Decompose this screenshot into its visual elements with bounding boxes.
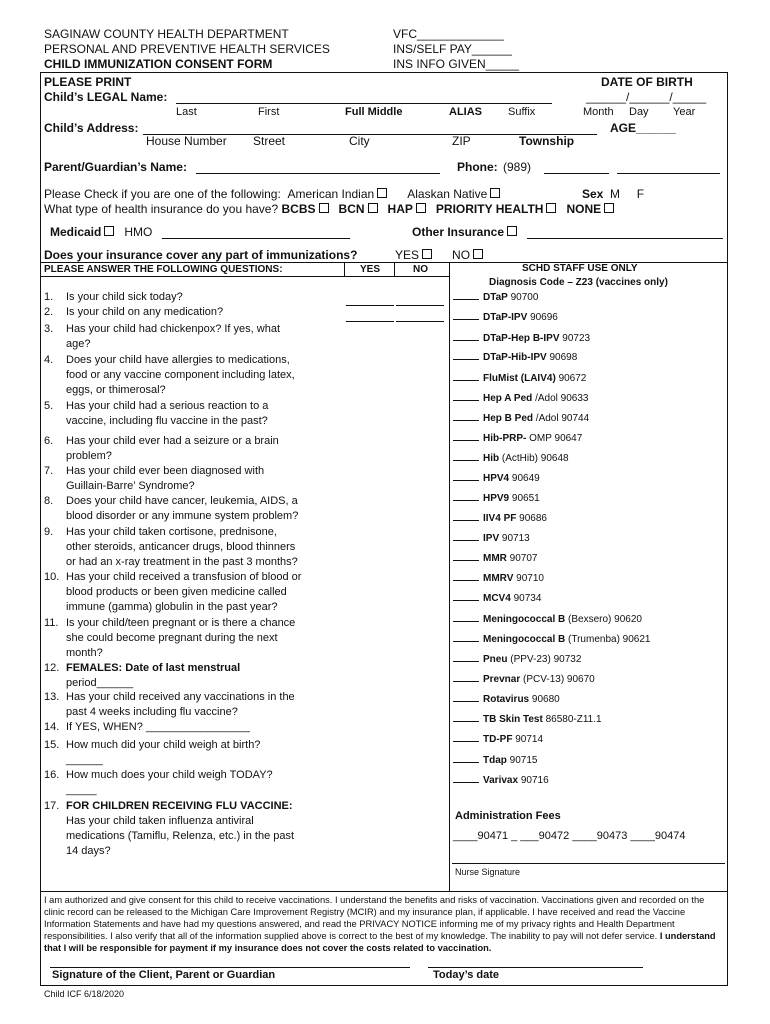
vaccine-code: 86580-Z11.1 (545, 714, 602, 725)
phone-field-a[interactable] (544, 173, 609, 174)
vaccine-row[interactable] (453, 753, 537, 766)
bcn-checkbox[interactable] (368, 203, 378, 213)
vaccine-check-blank[interactable] (453, 451, 479, 461)
vaccine-name: Hib-PRP- (483, 433, 527, 444)
question-17 (44, 799, 294, 859)
vaccine-name: Tdap (483, 755, 507, 766)
vaccine-name: IIV4 PF (483, 513, 517, 524)
priority-health-checkbox[interactable] (546, 203, 556, 213)
question-number: 13. (44, 691, 60, 703)
nurse-signature-label: Nurse Signature (455, 867, 521, 877)
vaccine-name: Meningococcal B (483, 634, 566, 645)
age-label: AGE______ (610, 121, 677, 135)
question-number: 9. (44, 526, 54, 538)
vaccine-check-blank[interactable] (453, 551, 479, 561)
vaccine-check-blank[interactable] (453, 331, 479, 341)
vaccine-code: (Trumenba) 90621 (568, 634, 651, 645)
consent-top-line (40, 891, 728, 892)
vaccine-code: (Bexsero) 90620 (568, 614, 642, 625)
vaccine-row[interactable] (453, 692, 560, 705)
vaccine-name: Rotavirus (483, 694, 530, 705)
vaccine-check-blank[interactable] (453, 431, 479, 441)
vaccine-name: MMRV (483, 573, 514, 584)
question-line: Is your child sick today? (66, 291, 183, 303)
vaccine-check-blank[interactable] (453, 632, 479, 642)
answer-yes-line[interactable] (346, 305, 394, 306)
admin-title: Administration Fees (455, 810, 561, 822)
vaccine-name: Varivax (483, 775, 519, 786)
vaccine-name: DTaP-Hep B-IPV (483, 333, 560, 344)
question-line: age? (66, 338, 91, 350)
vaccine-row[interactable] (453, 531, 530, 544)
question-line: Has your child ever had a seizure or a brain (66, 435, 279, 447)
month-label: Month (583, 106, 614, 118)
question-line: Has your child had a serious reaction to a (66, 400, 269, 412)
vaccine-row[interactable] (453, 491, 540, 504)
other-insurance-field[interactable] (527, 238, 723, 239)
vaccine-row[interactable] (453, 632, 650, 645)
vaccine-code: 90696 (530, 312, 558, 323)
phone-field-b[interactable] (617, 173, 720, 174)
vaccine-row[interactable] (453, 571, 544, 584)
vaccine-row[interactable] (453, 591, 541, 604)
legal-name-field[interactable] (176, 103, 552, 104)
vaccine-name: TD-PF (483, 734, 513, 745)
city-label: City (349, 134, 370, 148)
question-number: 7. (44, 465, 54, 477)
dob-field[interactable]: ______/______/_____ (586, 90, 707, 104)
vaccine-code: 90710 (516, 573, 544, 584)
frame-left (40, 72, 41, 986)
vaccine-name: HPV9 (483, 493, 510, 504)
vaccine-row[interactable] (453, 371, 586, 384)
first-label: First (258, 106, 280, 118)
vaccine-code: 90649 (511, 473, 540, 484)
vaccine-code: 90707 (509, 553, 538, 564)
vaccine-row[interactable] (453, 712, 602, 725)
vaccine-code: 90680 (531, 694, 560, 705)
vaccine-name: IPV (483, 533, 500, 544)
vaccine-code: 90700 (510, 292, 539, 303)
vaccine-row[interactable] (453, 551, 537, 564)
vaccine-check-blank[interactable] (453, 290, 479, 300)
question-line: food or any vaccine component including latex, (66, 369, 295, 381)
question-line: blood disorder or any immune system problem? (66, 510, 299, 522)
vaccine-name: MCV4 (483, 593, 511, 604)
today-date-label: Today’s date (433, 969, 500, 981)
question-number: 10. (44, 571, 60, 583)
today-date-line[interactable] (428, 967, 643, 968)
question-line: other steroids, anticancer drugs, blood thinners (66, 541, 296, 553)
admin-code-90471: 90471 (477, 830, 509, 842)
admin-code-90474: 90474 (654, 830, 686, 842)
dob-label: DATE OF BIRTH (601, 75, 693, 89)
question-number: 2. (44, 306, 54, 318)
vaccine-check-blank[interactable] (453, 371, 479, 381)
question-6 (44, 434, 279, 464)
parent-label: Parent/Guardian’s Name: (44, 160, 187, 174)
questions-title: PLEASE ANSWER THE FOLLOWING QUESTIONS: (44, 264, 283, 275)
question-line: Has your child received a transfusion of blood or (66, 571, 302, 583)
full-middle-label: Full Middle (345, 106, 403, 118)
question-12 (44, 661, 240, 691)
cover-yes-checkbox[interactable] (422, 249, 432, 259)
vaccine-code: (PPV-23) 90732 (510, 654, 582, 665)
township-label: Township (519, 134, 575, 148)
vaccine-row[interactable] (453, 350, 577, 363)
vaccine-name: Prevnar (483, 674, 521, 685)
question-line: Has your child taken influenza antiviral (66, 815, 254, 827)
vaccine-code: 90698 (549, 352, 578, 363)
question-number: 17. (44, 800, 60, 812)
cover-question: Does your insurance cover any part of immunizations? (44, 248, 358, 262)
day-label: Day (629, 106, 649, 118)
vaccine-name: DTaP-IPV (483, 312, 528, 323)
vaccine-code: 90672 (558, 373, 587, 384)
vaccine-code: (ActHib) 90648 (501, 453, 569, 464)
question-line: problem? (66, 450, 112, 462)
form-id: Child ICF 6/18/2020 (44, 989, 125, 999)
vaccine-code: 90734 (513, 593, 542, 604)
question-16 (44, 768, 273, 798)
question-line: Does your child have cancer, leukemia, AIDS, a (66, 495, 298, 507)
alias-label: ALIAS (449, 106, 482, 118)
frame-bottom (40, 985, 728, 986)
question-yes-divider (344, 262, 345, 276)
no-column-header: NO (413, 264, 428, 275)
staff-title: SCHD STAFF USE ONLY (522, 263, 638, 274)
question-line: ______ (66, 754, 103, 766)
medicaid-row: Medicaid HMO (50, 225, 153, 239)
question-9 (44, 525, 298, 570)
vaccine-check-blank[interactable] (453, 753, 479, 763)
vaccine-code: 90686 (519, 513, 547, 524)
vaccine-name: Hep A Ped (483, 393, 533, 404)
address-label: Child’s Address: (44, 121, 139, 135)
vaccine-check-blank[interactable] (453, 411, 479, 421)
hmo-field[interactable] (162, 238, 350, 239)
header-rule (40, 276, 449, 277)
sex-field[interactable]: Sex M F (582, 187, 645, 201)
consent-text: I am authorized and give consent for this child to receive vaccinations. I understand the benefits and risks of vaccination. Vaccinations given and recorded on the clinic record can be released to the Michigan Care Improvement Registry (MCIR) and my insurance plan, if applicable. I have received and read the Vaccine Information Statements and have had my questions answered, and read the PRIVACY NOTICE informing me of my privacy rights and Health Department responsibilities. I also verify that all of the information supplied above is correct to the best of my knowledge. The inability to pay will not defer service. I understand that I will be responsible for payment if my insurance does not cover the costs related to vaccination. (44, 895, 716, 953)
year-label: Year (673, 106, 696, 118)
suffix-label: Suffix (508, 106, 536, 118)
vaccine-name: DTaP (483, 292, 508, 303)
question-line: Is your child on any medication? (66, 306, 224, 318)
vaccine-code: 90713 (501, 533, 530, 544)
vaccine-name: MMR (483, 553, 507, 564)
vaccine-check-blank[interactable] (453, 491, 479, 501)
nurse-signature-line[interactable] (452, 863, 725, 864)
question-1 (44, 290, 183, 305)
vaccine-row[interactable] (453, 411, 589, 424)
admin-code-90472: 90472 (538, 830, 570, 842)
vaccine-row[interactable] (453, 672, 595, 685)
insurance-row: What type of health insurance do you have? BCBS BCN HAP PRIORITY HEALTH NONE (44, 202, 614, 216)
vaccine-check-blank[interactable] (453, 712, 479, 722)
question-line: _____ (66, 784, 97, 796)
hap-checkbox[interactable] (416, 203, 426, 213)
vaccine-check-blank[interactable] (453, 591, 479, 601)
vaccine-check-blank[interactable] (453, 732, 479, 742)
question-13 (44, 690, 295, 720)
question-line: Is your child/teen pregnant or is there a chance (66, 617, 296, 629)
question-line: vaccine, including flu vaccine in the past? (66, 415, 268, 427)
question-line: she could become pregnant during the next (66, 632, 278, 644)
question-line: immune (gamma) globulin in the past year? (66, 601, 278, 613)
ins-self-pay-label: INS/SELF PAY______ (393, 42, 512, 56)
question-14 (44, 720, 250, 735)
question-line: Does your child have allergies to medications, (66, 354, 290, 366)
zip-label: ZIP (452, 134, 471, 148)
question-3 (44, 322, 280, 352)
vaccine-check-blank[interactable] (453, 350, 479, 360)
question-line: If YES, WHEN? _________________ (66, 721, 250, 733)
question-line: Has your child taken cortisone, prednisone, (66, 526, 277, 538)
staff-divider (449, 262, 450, 891)
services-name: PERSONAL AND PREVENTIVE HEALTH SERVICES (44, 42, 330, 56)
question-number: 8. (44, 495, 54, 507)
vaccine-name: Hep B Ped (483, 413, 534, 424)
vaccine-name: HPV4 (483, 473, 510, 484)
vaccine-check-blank[interactable] (453, 612, 479, 622)
client-signature-line[interactable] (50, 967, 410, 968)
vaccine-check-blank[interactable] (453, 471, 479, 481)
question-line: 14 days? (66, 845, 111, 857)
cover-no-checkbox[interactable] (473, 249, 483, 259)
vaccine-row[interactable] (453, 773, 549, 786)
vaccine-name: FluMist (LAIV4) (483, 373, 556, 384)
question-line: Has your child ever been diagnosed with (66, 465, 265, 477)
vaccine-row[interactable] (453, 391, 588, 404)
vaccine-check-blank[interactable] (453, 531, 479, 541)
question-line: FEMALES: Date of last menstrual (66, 662, 241, 674)
dept-name: SAGINAW COUNTY HEALTH DEPARTMENT (44, 27, 289, 41)
answer-yes-line[interactable] (346, 321, 394, 322)
last-label: Last (176, 106, 197, 118)
answer-no-line[interactable] (396, 305, 444, 306)
question-line: or had an x-ray treatment in the past 3 months? (66, 556, 298, 568)
question-line: eggs, or thimerosal? (66, 384, 166, 396)
frame-top (40, 72, 728, 73)
question-line: Has your child had chickenpox? If yes, what (66, 323, 281, 335)
vaccine-row[interactable] (453, 451, 569, 464)
vaccine-name: Meningococcal B (483, 614, 566, 625)
question-4 (44, 353, 295, 398)
question-number: 3. (44, 323, 54, 335)
vaccine-check-blank[interactable] (453, 773, 479, 783)
question-number: 4. (44, 354, 54, 366)
vaccine-check-blank[interactable] (453, 692, 479, 702)
vaccine-check-blank[interactable] (453, 571, 479, 581)
medicaid-checkbox[interactable] (104, 226, 114, 236)
street-label: Street (253, 134, 286, 148)
client-signature-label: Signature of the Client, Parent or Guardian (52, 969, 276, 981)
vaccine-check-blank[interactable] (453, 310, 479, 320)
question-number: 6. (44, 435, 54, 447)
question-number: 11. (44, 617, 59, 629)
question-line: FOR CHILDREN RECEIVING FLU VACCINE: (66, 800, 293, 812)
bcbs-checkbox[interactable] (319, 203, 329, 213)
question-2 (44, 305, 223, 320)
vaccine-code: 90716 (520, 775, 549, 786)
house-number-label: House Number (146, 134, 227, 148)
question-line: How much did your child weigh at birth? (66, 739, 261, 751)
american-indian-checkbox[interactable] (377, 188, 387, 198)
vaccine-code: (PCV-13) 90670 (523, 674, 595, 685)
question-8 (44, 494, 298, 524)
question-7 (44, 464, 264, 494)
vaccine-row[interactable] (453, 511, 547, 524)
cover-answers: YES NO (395, 248, 483, 262)
question-number: 16. (44, 769, 60, 781)
vaccine-code: 90715 (509, 755, 538, 766)
question-line: How much does your child weigh TODAY? (66, 769, 273, 781)
vaccine-row[interactable] (453, 310, 558, 323)
question-5 (44, 399, 268, 429)
vaccine-row[interactable] (453, 431, 582, 444)
form-title: CHILD IMMUNIZATION CONSENT FORM (44, 57, 273, 71)
vaccine-check-blank[interactable] (453, 652, 479, 662)
vaccine-name: Hib (483, 453, 500, 464)
question-11 (44, 616, 295, 661)
other-insurance-label: Other Insurance (412, 225, 517, 239)
none-checkbox[interactable] (604, 203, 614, 213)
vaccine-row[interactable] (453, 732, 543, 745)
frame-right (727, 72, 728, 986)
question-number: 14. (44, 721, 60, 733)
alaskan-native-checkbox[interactable] (490, 188, 500, 198)
question-line: medications (Tamiflu, Relenza, etc.) in the past (66, 830, 295, 842)
check-label: Please Check if you are one of the following: American Indian Alaskan Native (44, 187, 500, 201)
vaccine-row[interactable] (453, 471, 540, 484)
vaccine-row[interactable] (453, 652, 581, 665)
phone-area: (989) (503, 160, 532, 174)
admin-codes: ____90471 _ ___90472 ____90473 ____90474 (453, 830, 686, 842)
question-line: period______ (66, 677, 134, 689)
vaccine-code: 90723 (562, 333, 591, 344)
parent-field[interactable] (196, 173, 440, 174)
question-line: Guillain-Barre’ Syndrome? (66, 480, 195, 492)
question-10 (44, 570, 301, 615)
question-line: past 4 weeks including flu vaccine? (66, 706, 238, 718)
question-number: 5. (44, 400, 54, 412)
vaccine-name: DTaP-Hib-IPV (483, 352, 547, 363)
answer-no-line[interactable] (396, 321, 444, 322)
vaccine-row[interactable] (453, 331, 590, 344)
question-number: 12. (44, 662, 60, 674)
question-line: month? (66, 647, 103, 659)
diagnosis-code: Diagnosis Code – Z23 (vaccines only) (489, 277, 668, 288)
please-print: PLEASE PRINT (44, 75, 132, 89)
vaccine-code: 90651 (511, 493, 540, 504)
yes-no-divider (394, 262, 395, 276)
vaccine-code: /Adol 90633 (535, 393, 589, 404)
admin-code-90473: 90473 (596, 830, 628, 842)
question-number: 1. (44, 291, 54, 303)
legal-name-label: Child’s LEGAL Name: (44, 90, 168, 104)
vaccine-code: 90714 (515, 734, 544, 745)
vaccine-row[interactable] (453, 612, 642, 625)
vaccine-check-blank[interactable] (453, 511, 479, 521)
question-15 (44, 738, 260, 768)
question-line: blood products or been given medicine called (66, 586, 287, 598)
vaccine-check-blank[interactable] (453, 391, 479, 401)
other-insurance-checkbox[interactable] (507, 226, 517, 236)
vaccine-row[interactable] (453, 290, 538, 303)
vaccine-name: TB Skin Test (483, 714, 543, 725)
ins-info-given-label: INS INFO GIVEN_____ (393, 57, 520, 71)
vaccine-code: OMP 90647 (529, 433, 583, 444)
vfc-label: VFC_____________ (393, 27, 504, 41)
question-number: 15. (44, 739, 60, 751)
yes-column-header: YES (360, 264, 381, 275)
phone-label: Phone: (457, 160, 498, 174)
vaccine-code: /Adol 90744 (535, 413, 590, 424)
vaccine-check-blank[interactable] (453, 672, 479, 682)
question-line: Has your child received any vaccinations in the (66, 691, 295, 703)
vaccine-name: Pneu (483, 654, 508, 665)
